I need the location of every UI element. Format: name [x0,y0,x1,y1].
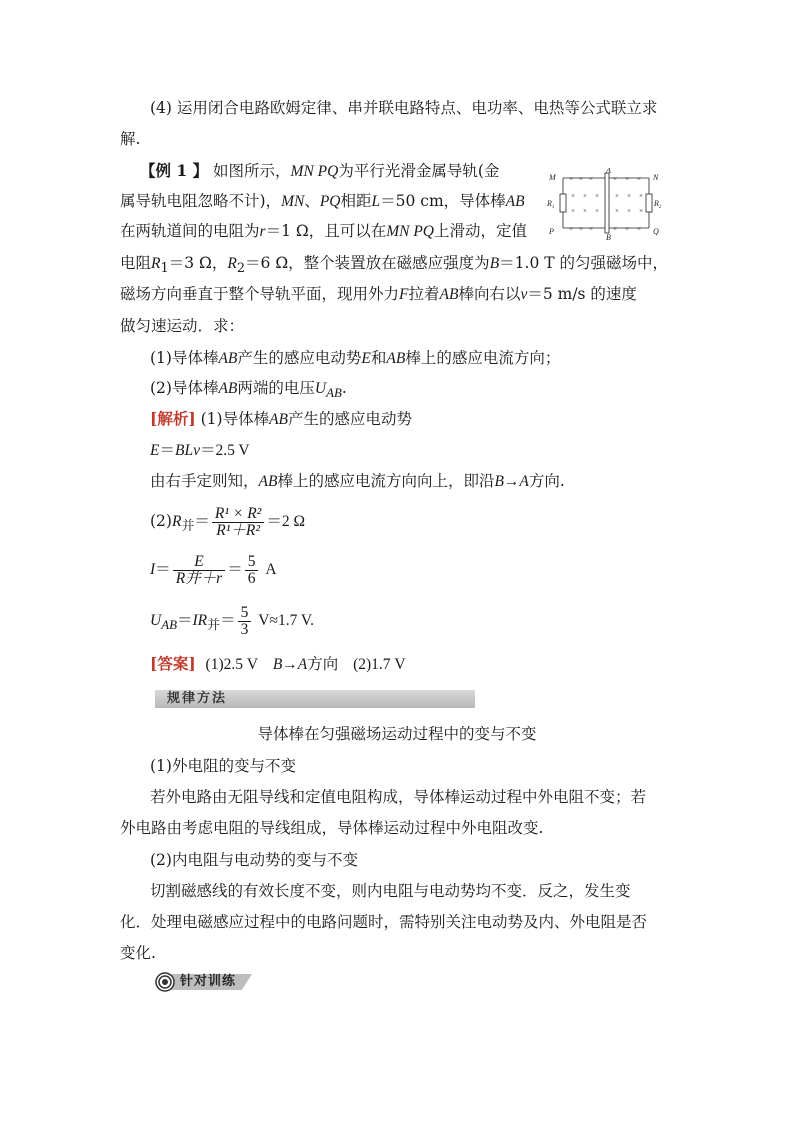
text: 产生的感应电动势 [288,410,413,428]
text: B→A [494,473,529,490]
text: × [583,207,587,215]
text: 、 [304,192,320,210]
text: R [151,255,161,272]
text: E [194,552,204,570]
text: R [227,255,237,272]
text: AB [161,617,177,633]
label-r1 [546,199,554,210]
text: 拉着 [408,285,440,303]
method-para1-line2: 外电路由考虑电阻的导线组成，导体棒运动过程中外电阻改变. [120,819,544,837]
text: × [569,175,573,183]
text: × [583,192,587,200]
training-label: 针对训练 [180,974,237,989]
equation-parallel-resistance [150,503,305,545]
text: 产生的感应电动势 [237,349,362,367]
answer-line [150,654,406,675]
step4-line1: (4) 运用闭合电路欧姆定律、串并联电路特点、电功率、电热等公式联立求 [150,99,658,117]
text: PQ [319,193,341,210]
conductor-ab [605,173,609,233]
text: ＝50 cm，导体棒 [380,192,506,210]
text: v [520,286,528,303]
label-n: N [653,173,659,182]
text: ＝ [159,441,175,459]
text: . [341,379,347,397]
fraction [245,554,259,587]
method-heading-2: (2)内电阻与电动势的变与不变 [150,851,358,869]
example-line3 [120,221,527,242]
text: AB [218,380,238,397]
example-line1 [140,161,499,182]
method-heading-1: (1)外电阻的变与不变 [150,757,296,775]
text: × [615,192,619,200]
text: × [637,175,641,183]
text: 5 [240,603,249,621]
text: R并＋r [173,570,226,587]
method-para2-line3: 变化. [120,944,156,962]
text: AB [439,286,459,303]
text: U [150,612,162,629]
text: AB [386,350,406,367]
fraction [212,506,264,539]
text: 和 [370,349,387,367]
text: BLv [174,442,200,459]
example-intro: 如图所示， [213,162,291,180]
text: ＝ [194,512,210,530]
text: × [637,225,641,233]
text: × [613,175,617,183]
solution-line1 [150,409,412,430]
text: 上滑动，定值 [434,222,528,240]
text: AB [505,193,525,210]
answer-tag: [答案] [150,654,196,673]
text: (2) [150,512,172,530]
question-2 [150,378,347,403]
label-m: M [549,173,556,182]
method-para1-line1: 若外电路由无阻导线和定值电阻构成，导体棒运动过程中外电阻不变；若 [150,788,647,806]
text: × [569,225,573,233]
equation-current [150,551,277,588]
text: 棒向右以 [458,285,521,303]
text: ＝2.5 V [199,442,250,459]
section-title: 导体棒在匀强磁场运动过程中的变与不变 [257,725,537,743]
text: R¹＋R² [212,522,264,539]
text: AB [258,473,278,490]
text: × [625,225,629,233]
text: × [625,175,629,183]
text: ＝3 Ω， [168,254,228,272]
text: ＝1 Ω，且可以在 [265,222,387,240]
text: ＝ [155,560,171,578]
label-p: P [549,227,554,236]
text: ＝ [176,611,193,629]
target-icon [155,972,177,992]
text: × [613,225,617,233]
method-banner-label: 规律方法 [167,691,228,706]
text: AB [326,385,342,401]
text: IR [192,612,208,629]
resistor-r1 [560,194,566,212]
text: (2)1.7 V [353,656,406,673]
step4-line2: 解. [120,130,141,148]
text: (1)导体棒 [150,349,219,367]
text: × [571,207,575,215]
label-a: A [606,168,611,175]
text: R [654,199,659,208]
text: 3 [238,621,252,638]
circuit-diagram [545,168,665,240]
text: × [639,192,643,200]
text: ＝ [220,611,236,629]
text: 2 [236,261,246,277]
text: 两端的电压 [237,379,315,397]
equation-voltage [150,602,314,644]
text: × [589,175,593,183]
solution-current-direction [150,471,565,492]
text: A [265,561,277,578]
text: (2)导体棒 [150,379,219,397]
text: 5 [247,552,256,570]
text: L [371,193,381,210]
text: 属导轨电阻忽略不计)， [120,192,282,210]
question-1 [150,348,560,369]
text: MN PQ [386,223,434,240]
label-b: B [606,233,611,240]
text: 相距 [340,192,372,210]
text: 1 [160,261,169,277]
text: 电阻 [120,254,152,272]
text: r [259,223,266,240]
text: (1)导体棒 [200,410,270,428]
text: R¹ × R² [214,504,262,522]
text: 2 [658,205,662,210]
text: 由右手定则知， [150,472,259,490]
resistor-r2 [646,194,652,212]
training-banner [155,972,250,992]
text: MN [281,193,305,210]
method-para2-line2: 化．处理电磁感应过程中的电路问题时，需特别关注电动势及内、外电阻是否 [120,913,648,931]
text: V≈1.7 V. [258,612,315,629]
label-q: Q [653,227,659,236]
example-line2 [120,191,525,212]
text: 方向 [307,655,339,673]
method-banner [155,690,475,708]
text: (1)2.5 V [205,656,259,673]
text: R [171,513,182,530]
equation-emf [150,440,250,461]
text: AB [269,411,289,428]
text: × [579,225,583,233]
text: AB [218,350,238,367]
text: 磁场方向垂直于整个导轨平面，现用外力 [120,285,400,303]
text: 1 [551,205,555,210]
text: ＝6 Ω，整个装置放在磁感应强度为 [245,254,490,272]
text: ＝ [227,560,243,578]
text: × [595,192,599,200]
text: × [639,207,643,215]
text: R [547,199,552,208]
method-para2-line1: 切割磁感线的有效长度不变，则内电阻与电动势均不变．反之，发生变 [150,882,631,900]
text: × [571,192,575,200]
example-mnpq: MN PQ [290,163,339,180]
text: 方向. [528,472,565,490]
example-line5 [120,284,637,305]
fraction [238,605,252,638]
text: E [361,350,371,367]
example-line4 [120,253,668,279]
text: F [399,286,409,303]
text: × [615,207,619,215]
text: ＝5 m/s 的速度 [527,285,637,303]
text: I [150,561,156,578]
text: 并 [207,618,221,634]
text: × [627,192,631,200]
text: ＝1.0 T 的匀强磁场中， [499,254,668,272]
text: E [150,442,160,459]
text: B [489,255,500,272]
text: 并 [181,519,195,535]
text: B→A [272,656,308,673]
text: 6 [245,570,259,587]
text: ＝2 Ω [266,513,305,530]
text: × [627,207,631,215]
text: × [595,207,599,215]
text: × [589,225,593,233]
example-l1-rest: 为平行光滑金属导轨(金 [338,162,500,180]
text: 棒上的感应电流方向向上，即沿 [277,472,495,490]
text: U [314,380,327,397]
example-line6: 做匀速运动．求： [120,317,245,335]
example-tag: 【例 1 】 [140,161,209,180]
text: 棒上的感应电流方向； [405,349,561,367]
label-r2 [653,199,662,210]
fraction [173,554,226,587]
text: 在两轨道间的电阻为 [120,222,260,240]
solution-tag: [解析] [150,409,196,428]
text: × [579,175,583,183]
